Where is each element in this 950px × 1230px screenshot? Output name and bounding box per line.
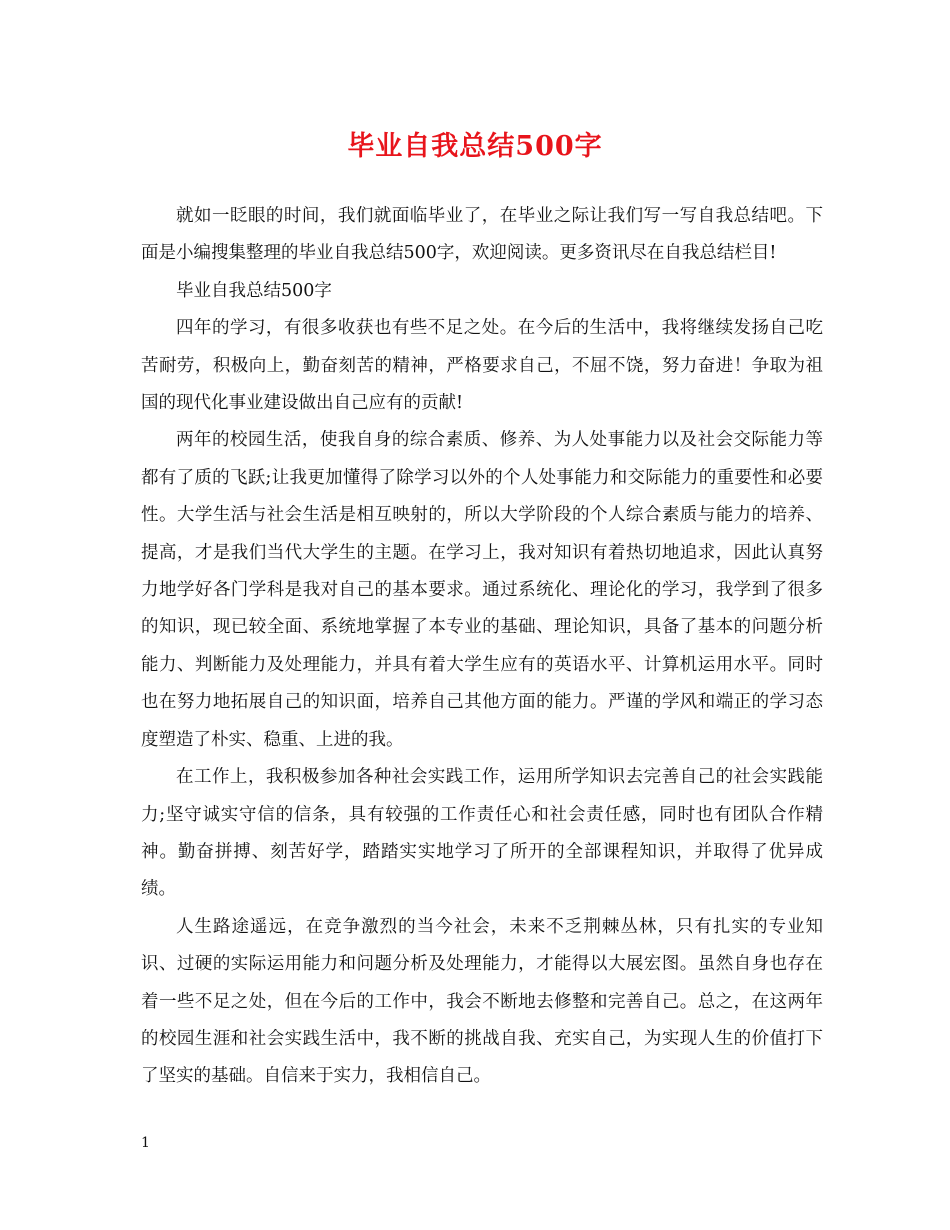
document-title: 毕业自我总结500字 [347, 131, 603, 162]
page-number: 1 [141, 1135, 150, 1151]
body-paragraph-1: 四年的学习，有很多收获也有些不足之处。在今后的生活中，我将继续发扬自己吃苦耐劳，积极向上，勤奋刻苦的精神，严格要求自己，不屈不饶，努力奋进！争取为祖国的现代化事业建设做出自己应有的贡献! [141, 318, 823, 414]
section-heading: 毕业自我总结500字 [176, 280, 332, 301]
body-paragraph-3: 在工作上，我积极参加各种社会实践工作，运用所学知识去完善自己的社会实践能力;坚守诚实守信的信条，具有较强的工作责任心和社会责任感，同时也有团队合作精神。勤奋拼搏、刻苦好学，踏踏实实地学习了所开的全部课程知识，并取得了优异成绩。 [141, 767, 823, 900]
intro-paragraph: 就如一眨眼的时间，我们就面临毕业了，在毕业之际让我们写一写自我总结吧。下面是小编搜集整理的毕业自我总结500字，欢迎阅读。更多资讯尽在自我总结栏目! [141, 206, 823, 264]
body-paragraph-4: 人生路途遥远，在竞争激烈的当今社会，未来不乏荆棘丛林，只有扎实的专业知识、过硬的实际运用能力和问题分析及处理能力，才能得以大展宏图。虽然自身也存在着一些不足之处，但在今后的工作中，我会不断地去修整和完善自己。总之，在这两年的校园生涯和社会实践生活中，我不断的挑战自我、充实自己，为实现人生的价值打下了坚实的基础。自信来于实力，我相信自己。 [141, 916, 823, 1087]
document-body [141, 198, 823, 1096]
body-paragraph-2: 两年的校园生活，使我自身的综合素质、修养、为人处事能力以及社会交际能力等都有了质的飞跃;让我更加懂得了除学习以外的个人处事能力和交际能力的重要性和必要性。大学生活与社会生活是相互映射的，所以大学阶段的个人综合素质与能力的培养、提高，才是我们当代大学生的主题。在学习上，我对知识有着热切地追求，因此认真努力地学好各门学科是我对自己的基本要求。通过系统化、理论化的学习，我学到了很多的知识，现已较全面、系统地掌握了本专业的基础、理论知识，具备了基本的问题分析能力、判断能力及处理能力，并具有着大学生应有的英语水平、计算机运用水平。同时也在努力地拓展自己的知识面，培养自己其他方面的能力。严谨的学风和端正的学习态度塑造了朴实、稳重、上进的我。 [141, 430, 823, 750]
